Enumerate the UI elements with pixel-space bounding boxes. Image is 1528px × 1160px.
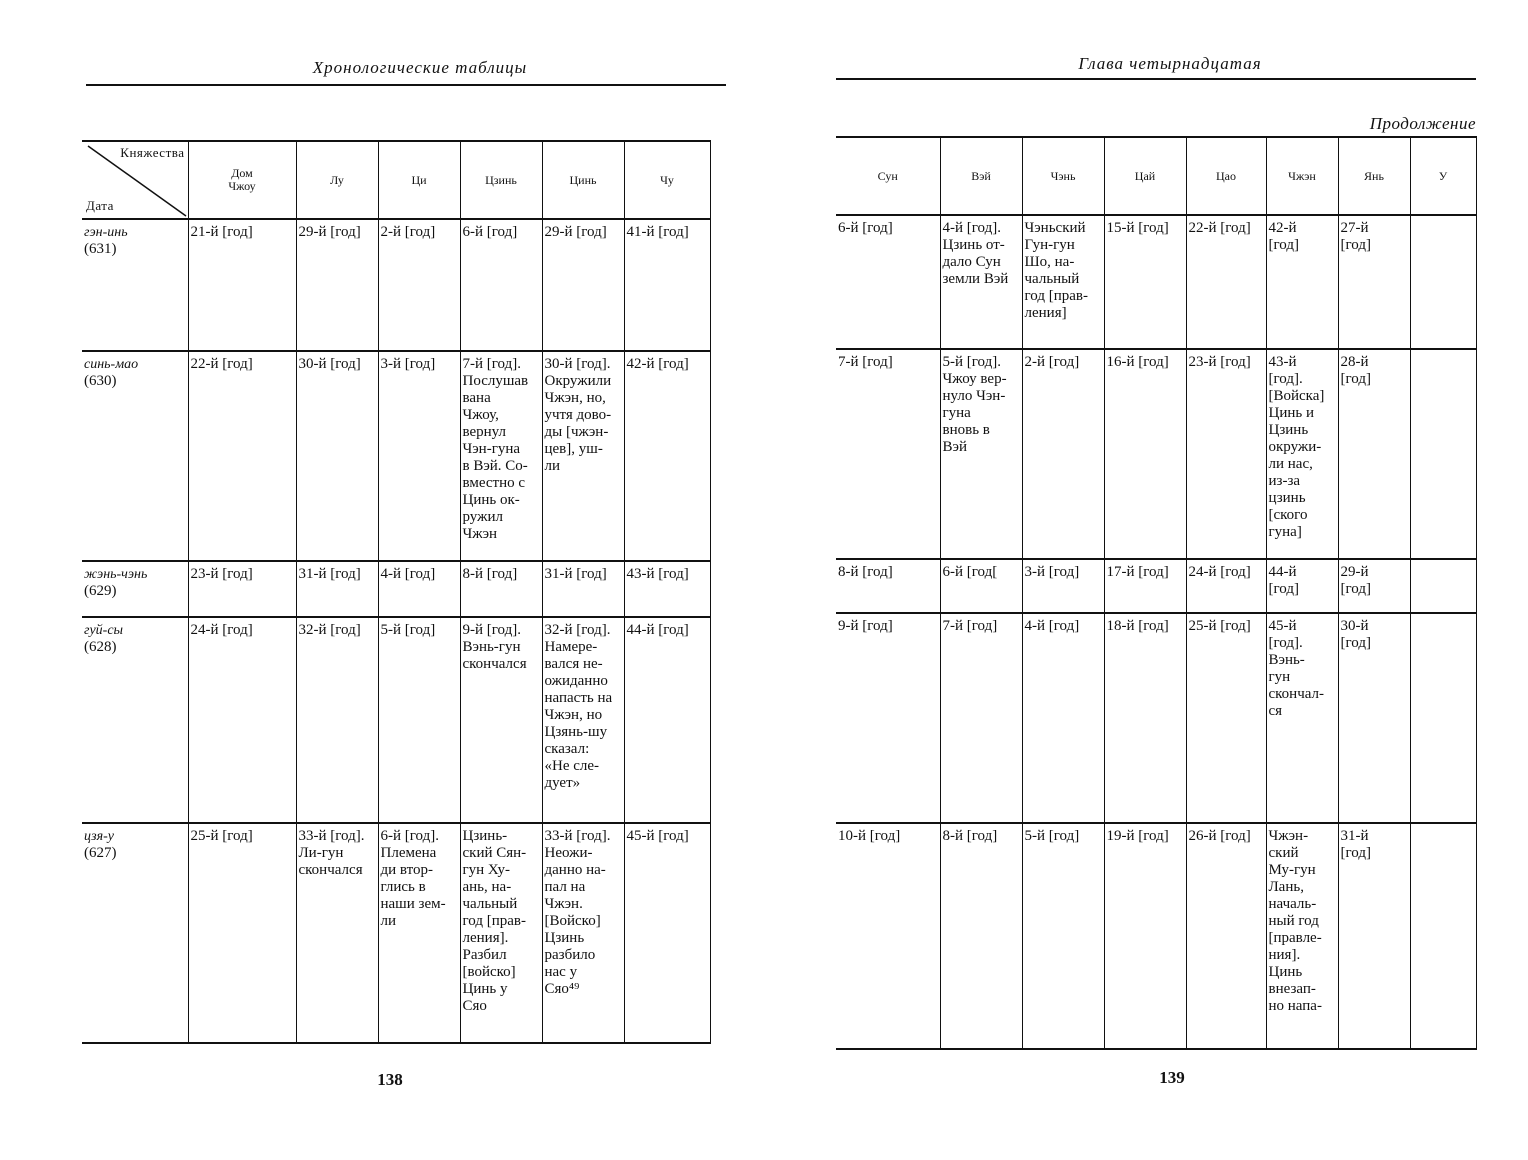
table-cell: 29-й [год]: [1338, 559, 1410, 613]
table-cell: 18-й [год]: [1104, 613, 1186, 823]
table-cell: [1410, 215, 1476, 349]
column-header: Чжэн: [1266, 137, 1338, 215]
table-cell: 23-й [год]: [1186, 349, 1266, 559]
table-row: [82, 823, 710, 1043]
table-cell: 31-й [год]: [1338, 823, 1410, 1049]
table-cell: 5-й [год]: [1022, 823, 1104, 1049]
year-bc: (629): [84, 583, 117, 599]
table-cell: 23-й [год]: [188, 561, 296, 617]
column-header: Вэй: [940, 137, 1022, 215]
table-cell: 19-й [год]: [1104, 823, 1186, 1049]
column-header: Цай: [1104, 137, 1186, 215]
date-cell: [82, 351, 188, 561]
table-cell: 4-й [год]. Цзинь от- дало Сун земли Вэй: [940, 215, 1022, 349]
cyclical-date: цзя-у: [84, 829, 115, 844]
table-cell: 21-й [год]: [188, 219, 296, 351]
table-row: [82, 561, 710, 617]
table-cell: 42-й [год]: [1266, 215, 1338, 349]
table-cell: 15-й [год]: [1104, 215, 1186, 349]
table-cell: 30-й [год]. Окружили Чжэн, но, учтя дово- ды [чжэн- цев], уш- ли: [542, 351, 624, 561]
table-cell: [1410, 559, 1476, 613]
cyclical-date: гуй-сы: [84, 623, 124, 638]
right-chronology-table: [836, 136, 1477, 1050]
table-cell: 31-й [год]: [542, 561, 624, 617]
column-header: Цинь: [542, 141, 624, 219]
table-cell: 30-й [год]: [296, 351, 378, 561]
table-cell: 7-й [год]. Послушав вана Чжоу, вернул Чэн-гуна в Вэй. Со- вместно с Цинь ок- ружил Чжэн: [460, 351, 542, 561]
table-row: [82, 351, 710, 561]
right-page-number: 139: [1159, 1068, 1185, 1087]
table-row: [82, 219, 710, 351]
left-head-rule: [86, 84, 726, 86]
table-cell: 45-й [год]: [624, 823, 710, 1043]
continuation-label: Продолжение: [1369, 114, 1476, 133]
table-cell: 22-й [год]: [188, 351, 296, 561]
table-cell: Цзинь- ский Сян- гун Ху- ань, на- чальный год [прав- ления]. Разбил [войско] Цинь у Сяо: [460, 823, 542, 1043]
table-row: [836, 613, 1476, 823]
year-bc: (631): [84, 241, 117, 257]
table-cell: 25-й [год]: [188, 823, 296, 1043]
table-cell: 41-й [год]: [624, 219, 710, 351]
column-header: Чэнь: [1022, 137, 1104, 215]
table-cell: 45-й [год]. Вэнь- гун скончал- ся: [1266, 613, 1338, 823]
table-cell: [1410, 349, 1476, 559]
corner-bottom-label: Дата: [86, 198, 114, 213]
right-header-row: [836, 137, 1476, 215]
column-header: Ци: [378, 141, 460, 219]
table-cell: 44-й [год]: [624, 617, 710, 823]
table-cell: 6-й [год]: [460, 219, 542, 351]
table-cell: Чжэн- ский Му-гун Лань, началь- ный год [правле- ния]. Цинь внезап- но напа-: [1266, 823, 1338, 1049]
table-cell: 8-й [год]: [460, 561, 542, 617]
table-cell: 17-й [год]: [1104, 559, 1186, 613]
cyclical-date: жэнь-чэнь: [84, 567, 148, 582]
column-header: Дом Чжоу: [188, 141, 296, 219]
table-cell: 7-й [год]: [838, 354, 893, 370]
column-header: Янь: [1338, 137, 1410, 215]
table-cell: 3-й [год]: [1022, 559, 1104, 613]
table-cell: 33-й [год]. Ли-гун скончался: [296, 823, 378, 1043]
table-cell: 29-й [год]: [542, 219, 624, 351]
table-row: [82, 617, 710, 823]
right-head-rule: [836, 78, 1476, 80]
table-cell: [1410, 823, 1476, 1049]
table-cell: 4-й [год]: [378, 561, 460, 617]
table-row: [836, 215, 1476, 349]
table-cell: 2-й [год]: [378, 219, 460, 351]
column-header: У: [1410, 137, 1476, 215]
cyclical-date: синь-мао: [84, 357, 139, 372]
date-cell: [82, 561, 188, 617]
table-row: [836, 559, 1476, 613]
table-cell: 6-й [год]: [838, 220, 893, 236]
left-header-row: [82, 141, 710, 219]
column-header: Лу: [296, 141, 378, 219]
table-cell: 28-й [год]: [1338, 349, 1410, 559]
table-cell: 3-й [год]: [378, 351, 460, 561]
left-page-number: 138: [377, 1070, 403, 1089]
table-cell: 8-й [год]: [838, 564, 893, 580]
table-cell: 6-й [год[: [940, 559, 1022, 613]
table-cell: 27-й [год]: [1338, 215, 1410, 349]
table-cell: 33-й [год]. Неожи- данно на- пал на Чжэн. [Войско] Цзинь разбило нас у Сяо⁴⁹: [542, 823, 624, 1043]
table-cell: 25-й [год]: [1186, 613, 1266, 823]
date-cell: [82, 219, 188, 351]
table-row: [836, 823, 1476, 1049]
table-cell: 8-й [год]: [940, 823, 1022, 1049]
table-cell: 24-й [год]: [188, 617, 296, 823]
table-cell: 43-й [год]. [Войска] Цинь и Цзинь окружи- ли нас, из-за цзинь [ского гуна]: [1266, 349, 1338, 559]
column-header: Сун: [836, 137, 940, 215]
table-row: [836, 349, 1476, 559]
column-header: Цао: [1186, 137, 1266, 215]
table-cell: 16-й [год]: [1104, 349, 1186, 559]
table-cell: 6-й [год]. Племена ди втор- глись в наши зем- ли: [378, 823, 460, 1043]
table-cell: 32-й [год]: [296, 617, 378, 823]
year-bc: (628): [84, 639, 117, 655]
year-bc: (630): [84, 373, 117, 389]
corner-top-label: Княжества: [120, 145, 185, 160]
table-cell: 9-й [год]. Вэнь-гун скончался: [460, 617, 542, 823]
table-cell: 4-й [год]: [1022, 613, 1104, 823]
table-cell: 26-й [год]: [1186, 823, 1266, 1049]
table-cell: 10-й [год]: [838, 828, 901, 844]
table-cell: 9-й [год]: [838, 618, 893, 634]
table-cell: 32-й [год]. Намере- вался не- ожиданно напасть на Чжэн, но Цзянь-шу сказал: «Не сле- дует»: [542, 617, 624, 823]
table-cell: 5-й [год]: [378, 617, 460, 823]
cyclical-date: гэн-инь: [84, 225, 128, 240]
table-cell: Чэньский Гун-гун Шо, на- чальный год [прав- ления]: [1022, 215, 1104, 349]
table-cell: 7-й [год]: [940, 613, 1022, 823]
table-cell: 31-й [год]: [296, 561, 378, 617]
table-cell: 2-й [год]: [1022, 349, 1104, 559]
right-running-head: Глава четырнадцатая: [1078, 54, 1262, 73]
column-header: Чу: [624, 141, 710, 219]
date-cell: [82, 823, 188, 1043]
table-cell: 43-й [год]: [624, 561, 710, 617]
table-cell: 24-й [год]: [1186, 559, 1266, 613]
table-cell: 5-й [год]. Чжоу вер- нуло Чэн- гуна вновь в Вэй: [940, 349, 1022, 559]
date-cell: [82, 617, 188, 823]
corner-header-cell: [82, 141, 188, 219]
column-header: Цзинь: [460, 141, 542, 219]
table-cell: 22-й [год]: [1186, 215, 1266, 349]
table-cell: 44-й [год]: [1266, 559, 1338, 613]
left-chronology-table: [82, 140, 711, 1044]
left-running-head: Хронологические таблицы: [312, 58, 528, 77]
table-cell: [1410, 613, 1476, 823]
table-cell: 42-й [год]: [624, 351, 710, 561]
table-cell: 29-й [год]: [296, 219, 378, 351]
table-cell: 30-й [год]: [1338, 613, 1410, 823]
year-bc: (627): [84, 845, 117, 861]
